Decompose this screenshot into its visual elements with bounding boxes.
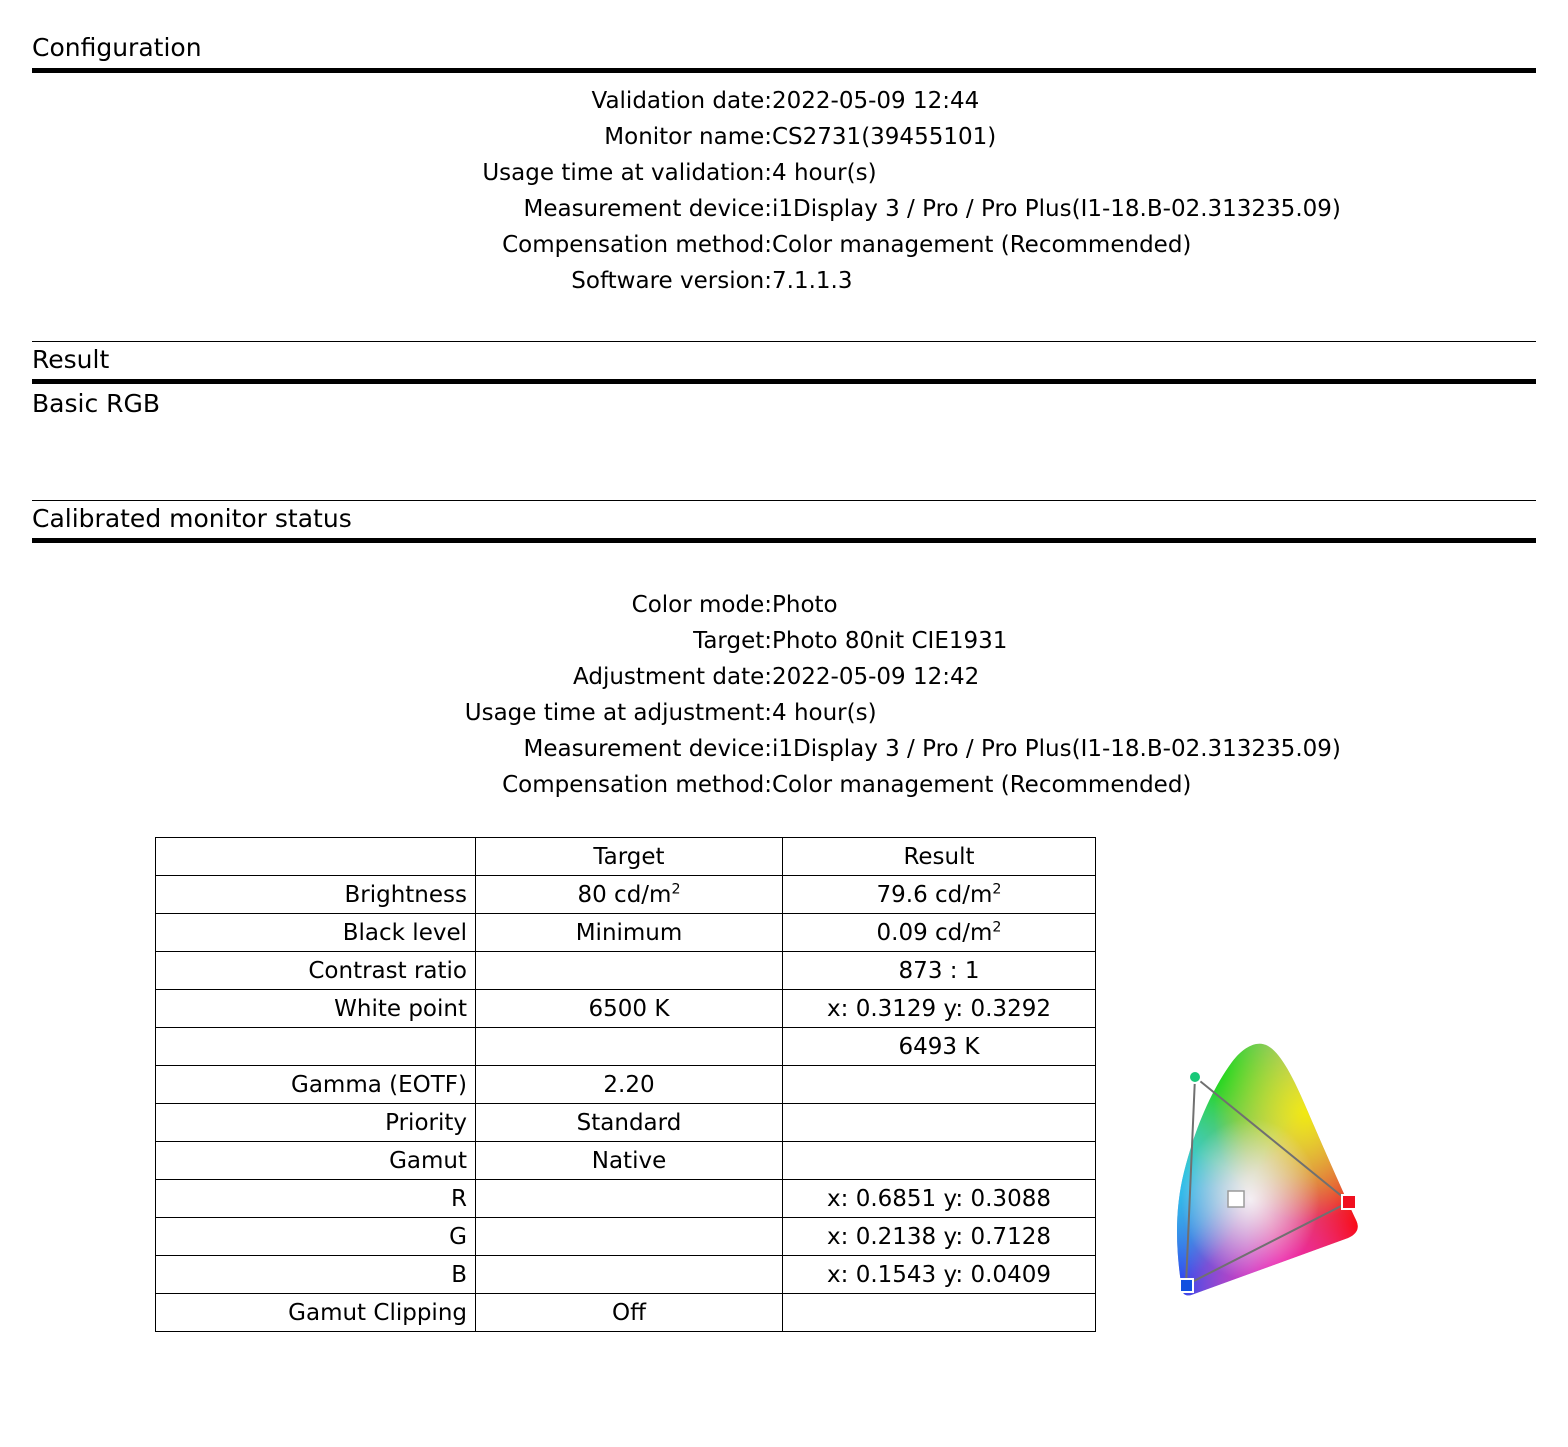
status-row — [32, 695, 1341, 731]
measurement-row-label: B — [156, 1256, 476, 1294]
measurement-row-result: x: 0.3129 y: 0.3292 — [783, 990, 1096, 1028]
status-value: Photo — [772, 592, 838, 618]
measurement-row-label: White point — [156, 990, 476, 1028]
measurement-row-label: Gamut Clipping — [156, 1294, 476, 1332]
measurement-row — [156, 876, 1096, 914]
measurement-row-target: 2.20 — [476, 1066, 783, 1104]
config-value: Color management (Recommended) — [772, 231, 1192, 258]
status-value: 4 hour(s) — [772, 700, 877, 726]
config-label: Measurement device: — [523, 195, 772, 222]
measurement-row-target — [476, 1028, 783, 1066]
blue-primary-marker — [1180, 1279, 1193, 1292]
measurement-row-result: 79.6 $cd/m^2$ — [783, 876, 1096, 914]
measurement-row-label: G — [156, 1218, 476, 1256]
measurement-header-result: Result — [783, 838, 1096, 876]
measurement-row — [156, 1066, 1096, 1104]
config-row — [32, 155, 1341, 191]
status-label: Compensation method: — [502, 772, 772, 798]
measurement-row-result: x: 0.2138 y: 0.7128 — [783, 1218, 1096, 1256]
measurement-row-result — [783, 1104, 1096, 1142]
measurement-row-result: 6493 K — [783, 1028, 1096, 1066]
config-label: Monitor name: — [604, 123, 772, 150]
status-row — [32, 587, 1341, 623]
measurement-row-result: x: 0.6851 y: 0.3088 — [783, 1180, 1096, 1218]
measurement-row-label: Gamma (EOTF) — [156, 1066, 476, 1104]
status-label: Color mode: — [631, 592, 772, 618]
measurement-header-row — [156, 838, 1096, 876]
measurement-row-label: Brightness — [156, 876, 476, 914]
config-row — [32, 263, 1341, 299]
calibrated-monitor-details — [32, 587, 1341, 803]
measurement-row — [156, 1256, 1096, 1294]
status-label: Usage time at adjustment: — [464, 700, 772, 726]
status-row — [32, 767, 1341, 803]
configuration-heading: Configuration — [32, 33, 202, 62]
measurement-table-body — [156, 838, 1096, 1332]
measurement-row-target — [476, 1218, 783, 1256]
configuration-details — [32, 83, 1341, 299]
config-label: Validation date: — [591, 87, 772, 114]
config-row — [32, 83, 1341, 119]
measurement-row-target — [476, 952, 783, 990]
config-row — [32, 119, 1341, 155]
measurement-row — [156, 1104, 1096, 1142]
measurement-row-target: 80 $cd/m^2$ — [476, 876, 783, 914]
cie-diagram-svg — [1140, 1032, 1370, 1302]
config-value: 7.1.1.3 — [772, 267, 853, 294]
measurement-row-label: R — [156, 1180, 476, 1218]
measurement-row-target — [476, 1180, 783, 1218]
status-row — [32, 623, 1341, 659]
cie-diagram — [1140, 1032, 1370, 1302]
status-value: Photo 80nit CIE1931 — [772, 628, 1008, 654]
measurement-row-result: x: 0.1543 y: 0.0409 — [783, 1256, 1096, 1294]
result-subheading: Basic RGB — [32, 389, 161, 418]
status-value: Color management (Recommended) — [772, 772, 1192, 798]
result-heading: Result — [32, 344, 110, 374]
measurement-row-result — [783, 1066, 1096, 1104]
config-value: CS2731(39455101) — [772, 123, 997, 150]
measurement-header-blank — [156, 838, 476, 876]
config-value: 4 hour(s) — [772, 159, 877, 186]
config-label: Software version: — [571, 267, 772, 294]
measurement-row — [156, 1294, 1096, 1332]
measurement-row-target: Native — [476, 1142, 783, 1180]
measurement-row — [156, 990, 1096, 1028]
measurement-row-result — [783, 1142, 1096, 1180]
status-value: 2022-05-09 12:42 — [772, 664, 980, 690]
status-row — [32, 731, 1341, 767]
measurement-row-label: Black level — [156, 914, 476, 952]
measurement-row-label: Contrast ratio — [156, 952, 476, 990]
measurement-row — [156, 1218, 1096, 1256]
measurement-row-result — [783, 1294, 1096, 1332]
measurement-row — [156, 1142, 1096, 1180]
measurement-row-target: Minimum — [476, 914, 783, 952]
measurement-row-label — [156, 1028, 476, 1066]
status-row — [32, 659, 1341, 695]
status-label: Measurement device: — [523, 736, 772, 762]
measurement-row — [156, 952, 1096, 990]
measurement-row-target — [476, 1256, 783, 1294]
status-value: i1Display 3 / Pro / Pro Plus(I1-18.B-02.313235.09) — [772, 736, 1341, 762]
measurement-row-result: 0.09 $cd/m^2$ — [783, 914, 1096, 952]
config-label: Compensation method: — [502, 231, 772, 258]
measurement-table — [155, 837, 1096, 1332]
measurement-row — [156, 1180, 1096, 1218]
calibrated-monitor-status-heading: Calibrated monitor status — [32, 503, 352, 533]
measurement-row-label: Priority — [156, 1104, 476, 1142]
measurement-row — [156, 914, 1096, 952]
status-label: Adjustment date: — [573, 664, 772, 690]
measurement-row — [156, 1028, 1096, 1066]
measurement-row-target: 6500 K — [476, 990, 783, 1028]
config-value: 2022-05-09 12:44 — [772, 87, 980, 114]
measurement-row-result: 873 : 1 — [783, 952, 1096, 990]
measurement-row-target: Standard — [476, 1104, 783, 1142]
red-primary-marker — [1342, 1195, 1356, 1209]
config-label: Usage time at validation: — [482, 159, 772, 186]
white-point-marker — [1228, 1191, 1244, 1207]
status-label: Target: — [693, 628, 772, 654]
config-row — [32, 191, 1341, 227]
measurement-row-label: Gamut — [156, 1142, 476, 1180]
measurement-header-target: Target — [476, 838, 783, 876]
config-value: i1Display 3 / Pro / Pro Plus(I1-18.B-02.313235.09) — [772, 195, 1341, 222]
green-primary-marker — [1189, 1071, 1201, 1083]
config-row — [32, 227, 1341, 263]
measurement-row-target: Off — [476, 1294, 783, 1332]
